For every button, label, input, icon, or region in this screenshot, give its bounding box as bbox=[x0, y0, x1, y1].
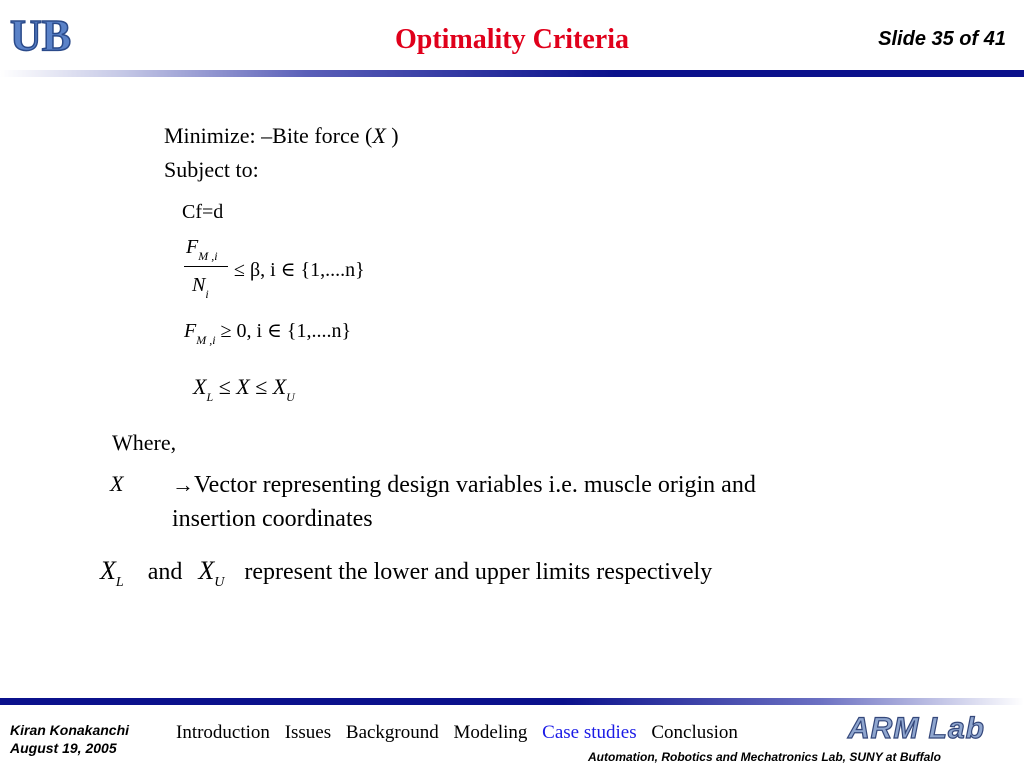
c3-lhs: F bbox=[184, 320, 197, 342]
minimize-var: X bbox=[372, 123, 386, 148]
constraint-beta-rhs: ≤ β, i ∈ {1,....n} bbox=[234, 259, 365, 281]
nav-modeling[interactable]: Modeling bbox=[453, 722, 528, 743]
xl-var: X bbox=[100, 556, 116, 585]
limits-line bbox=[100, 556, 713, 590]
c3-lhs-sub: M ,i bbox=[196, 333, 216, 347]
footer-author-block bbox=[10, 721, 129, 757]
slide-title: Optimality Criteria bbox=[394, 24, 630, 55]
x-description bbox=[172, 472, 756, 499]
c4-mid: ≤ X ≤ X bbox=[218, 374, 287, 399]
constraint-fraction-numerator bbox=[186, 236, 218, 263]
limits-text: represent the lower and upper limits respectively bbox=[244, 559, 713, 585]
constraint-bounds bbox=[193, 374, 295, 404]
fraction-bar bbox=[184, 266, 228, 267]
lab-name: Automation, Robotics and Mechatronics Lab, SUNY at Buffalo bbox=[588, 750, 941, 764]
c2-den: N bbox=[192, 274, 206, 296]
c4-xl-sub: L bbox=[206, 390, 214, 404]
header-divider bbox=[0, 70, 1024, 77]
where-label: Where, bbox=[112, 430, 177, 455]
slide-number: Slide 35 of 41 bbox=[878, 28, 1006, 50]
constraint-nonneg bbox=[184, 318, 352, 347]
c4-xl: X bbox=[193, 374, 207, 399]
footer-nav bbox=[176, 722, 748, 744]
where-x-var: X bbox=[110, 471, 124, 496]
nav-issues[interactable]: Issues bbox=[284, 722, 332, 743]
xu-var: X bbox=[198, 556, 215, 585]
minimize-line bbox=[164, 123, 399, 149]
constraint-fraction-denominator bbox=[192, 274, 209, 301]
presentation-date: August 19, 2005 bbox=[10, 740, 117, 756]
c2-num-sub: M ,i bbox=[198, 249, 218, 263]
c4-xu-sub: U bbox=[286, 390, 295, 404]
c2-den-sub: i bbox=[205, 287, 209, 301]
right-arrow-icon: → bbox=[172, 472, 194, 497]
x-desc-line1: Vector representing design variables i.e. muscle origin and bbox=[194, 472, 756, 498]
x-desc-line2: insertion coordinates bbox=[172, 506, 373, 532]
xu-sub: U bbox=[214, 575, 225, 590]
xl-sub: L bbox=[115, 575, 124, 590]
subject-to-label: Subject to: bbox=[164, 157, 259, 182]
nav-case-studies[interactable]: Case studies bbox=[542, 722, 637, 743]
arm-lab-logo-icon bbox=[844, 710, 1004, 744]
nav-conclusion[interactable]: Conclusion bbox=[651, 722, 738, 743]
nav-background[interactable]: Background bbox=[345, 722, 439, 743]
ub-logo-text: UB bbox=[10, 11, 72, 58]
minimize-close: ) bbox=[391, 123, 399, 148]
and-text: and bbox=[147, 559, 183, 585]
nav-introduction[interactable]: Introduction bbox=[176, 722, 270, 743]
author-name: Kiran Konakanchi bbox=[10, 722, 130, 738]
constraint-cf-d: Cf=d bbox=[182, 201, 224, 223]
arm-lab-logo-text: ARM Lab bbox=[848, 712, 985, 744]
minimize-label: Minimize: –Bite force ( bbox=[164, 123, 373, 148]
c3-rhs: ≥ 0, i ∈ {1,....n} bbox=[220, 320, 352, 342]
footer-divider bbox=[0, 698, 1024, 705]
c2-num: F bbox=[186, 236, 199, 258]
